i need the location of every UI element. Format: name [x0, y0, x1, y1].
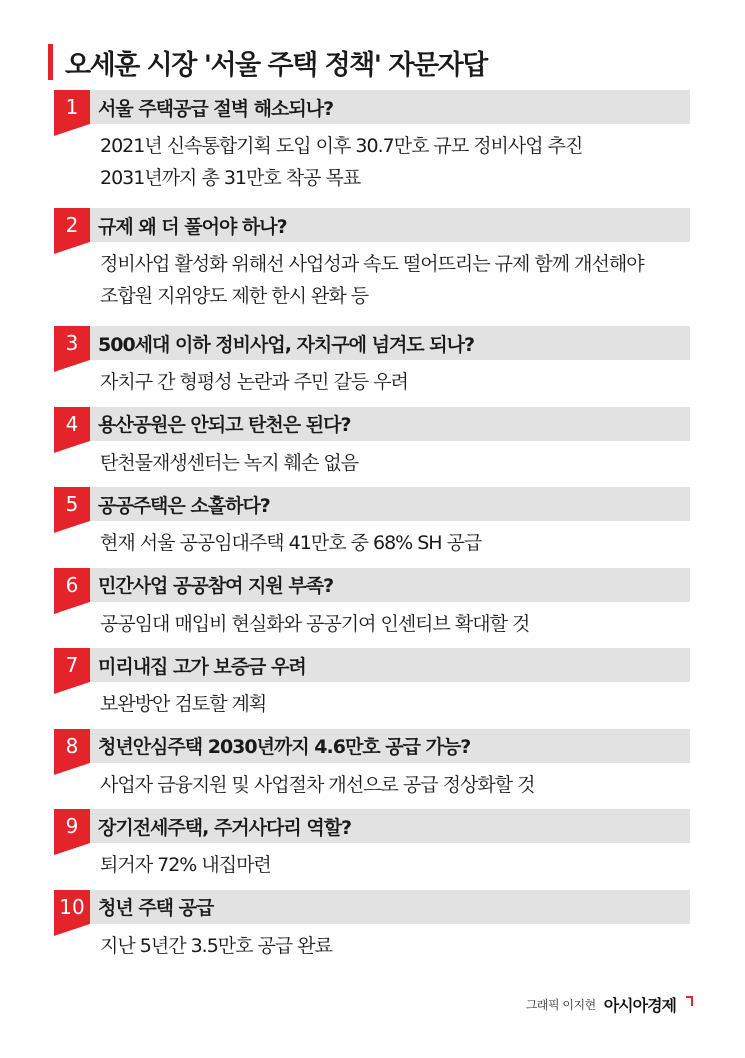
title-accent-bar — [48, 44, 53, 80]
question-bar — [90, 890, 690, 924]
brand-mark-icon — [686, 996, 693, 1006]
footer — [526, 993, 693, 1016]
question-text: 청년안심주택 2030년까지 4.6만호 공급 가능? — [98, 736, 471, 758]
answer-line: 퇴거자 72% 내집마련 — [100, 854, 271, 876]
answer-block — [100, 688, 690, 720]
question-bar — [90, 407, 690, 441]
question-text: 민간사업 공공참여 지원 부족? — [98, 575, 334, 597]
question-bar — [90, 90, 690, 124]
question-text: 서울 주택공급 절벽 해소되나? — [98, 97, 334, 120]
answer-block — [100, 527, 690, 559]
question-text: 공공주택은 소홀하다? — [98, 494, 270, 517]
graphic-credit: 그래픽 이지현 — [525, 998, 596, 1012]
question-text: 500세대 이하 정비사업, 자치구에 넘겨도 되나? — [98, 333, 474, 356]
answer-block — [100, 248, 690, 312]
answer-line: 탄천물재생센터는 녹지 훼손 없음 — [100, 451, 359, 474]
answer-line: 2031년까지 총 31만호 착공 목표 — [100, 167, 361, 189]
qa-item — [54, 568, 694, 649]
question-bar — [90, 809, 690, 843]
answer-line: 정비사업 활성화 위해선 사업성과 속도 떨어뜨리는 규제 함께 개선해야 — [100, 253, 644, 275]
question-bar — [90, 729, 690, 763]
item-number-badge: 3 — [54, 326, 90, 360]
qa-item — [54, 890, 694, 971]
question-text: 미리내집 고가 보증금 우려 — [98, 655, 306, 678]
item-number-badge: 7 — [54, 648, 90, 682]
answer-line: 현재 서울 공공임대주택 41만호 중 68% SH 공급 — [100, 532, 482, 554]
qa-item — [54, 407, 694, 488]
item-number-badge: 10 — [54, 890, 90, 924]
question-text: 장기전세주택, 주거사다리 역할? — [98, 816, 352, 839]
answer-line: 보완방안 검토할 계획 — [100, 693, 267, 715]
item-number-badge: 5 — [54, 487, 90, 521]
answer-block — [100, 930, 690, 962]
qa-item — [54, 487, 694, 568]
item-number-badge: 6 — [54, 568, 90, 602]
qa-item — [54, 648, 694, 729]
answer-block — [100, 447, 690, 479]
qa-item — [54, 326, 694, 407]
answer-line: 지난 5년간 3.5만호 공급 완료 — [100, 934, 333, 957]
question-bar — [90, 487, 690, 521]
item-number-badge: 8 — [54, 729, 90, 763]
page-header — [48, 38, 698, 86]
item-number-badge: 2 — [54, 208, 90, 242]
answer-block — [100, 769, 690, 801]
question-bar — [90, 568, 690, 602]
answer-line: 자치구 간 형평성 논란과 주민 갈등 우려 — [100, 371, 408, 393]
question-text: 규제 왜 더 풀어야 하나? — [98, 215, 287, 238]
question-bar — [90, 648, 690, 682]
answer-line: 사업자 금융지원 및 사업절차 개선으로 공급 정상화할 것 — [100, 773, 535, 796]
brand-logo: 아시아경제 — [603, 996, 676, 1015]
question-text: 용산공원은 안되고 탄천은 된다? — [98, 414, 351, 436]
item-number-badge: 1 — [54, 90, 90, 124]
qa-item — [54, 729, 694, 810]
answer-block — [100, 849, 690, 881]
page-title: 오세훈 시장 '서울 주택 정책' 자문자답 — [65, 49, 487, 81]
question-text: 청년 주택 공급 — [98, 897, 214, 919]
question-bar — [90, 208, 690, 242]
answer-block — [100, 130, 690, 194]
qa-item — [54, 208, 694, 326]
answer-block — [100, 366, 690, 398]
item-number-badge: 9 — [54, 809, 90, 843]
answer-line: 조합원 지위양도 제한 한시 완화 등 — [100, 285, 369, 307]
answer-block — [100, 608, 690, 640]
qa-list — [54, 90, 694, 970]
answer-line: 공공임대 매입비 현실화와 공공기여 인센티브 확대할 것 — [100, 612, 530, 635]
question-bar — [90, 326, 690, 360]
answer-line: 2021년 신속통합기획 도입 이후 30.7만호 규모 정비사업 추진 — [100, 135, 583, 157]
qa-item — [54, 90, 694, 208]
qa-item — [54, 809, 694, 890]
item-number-badge: 4 — [54, 407, 90, 441]
